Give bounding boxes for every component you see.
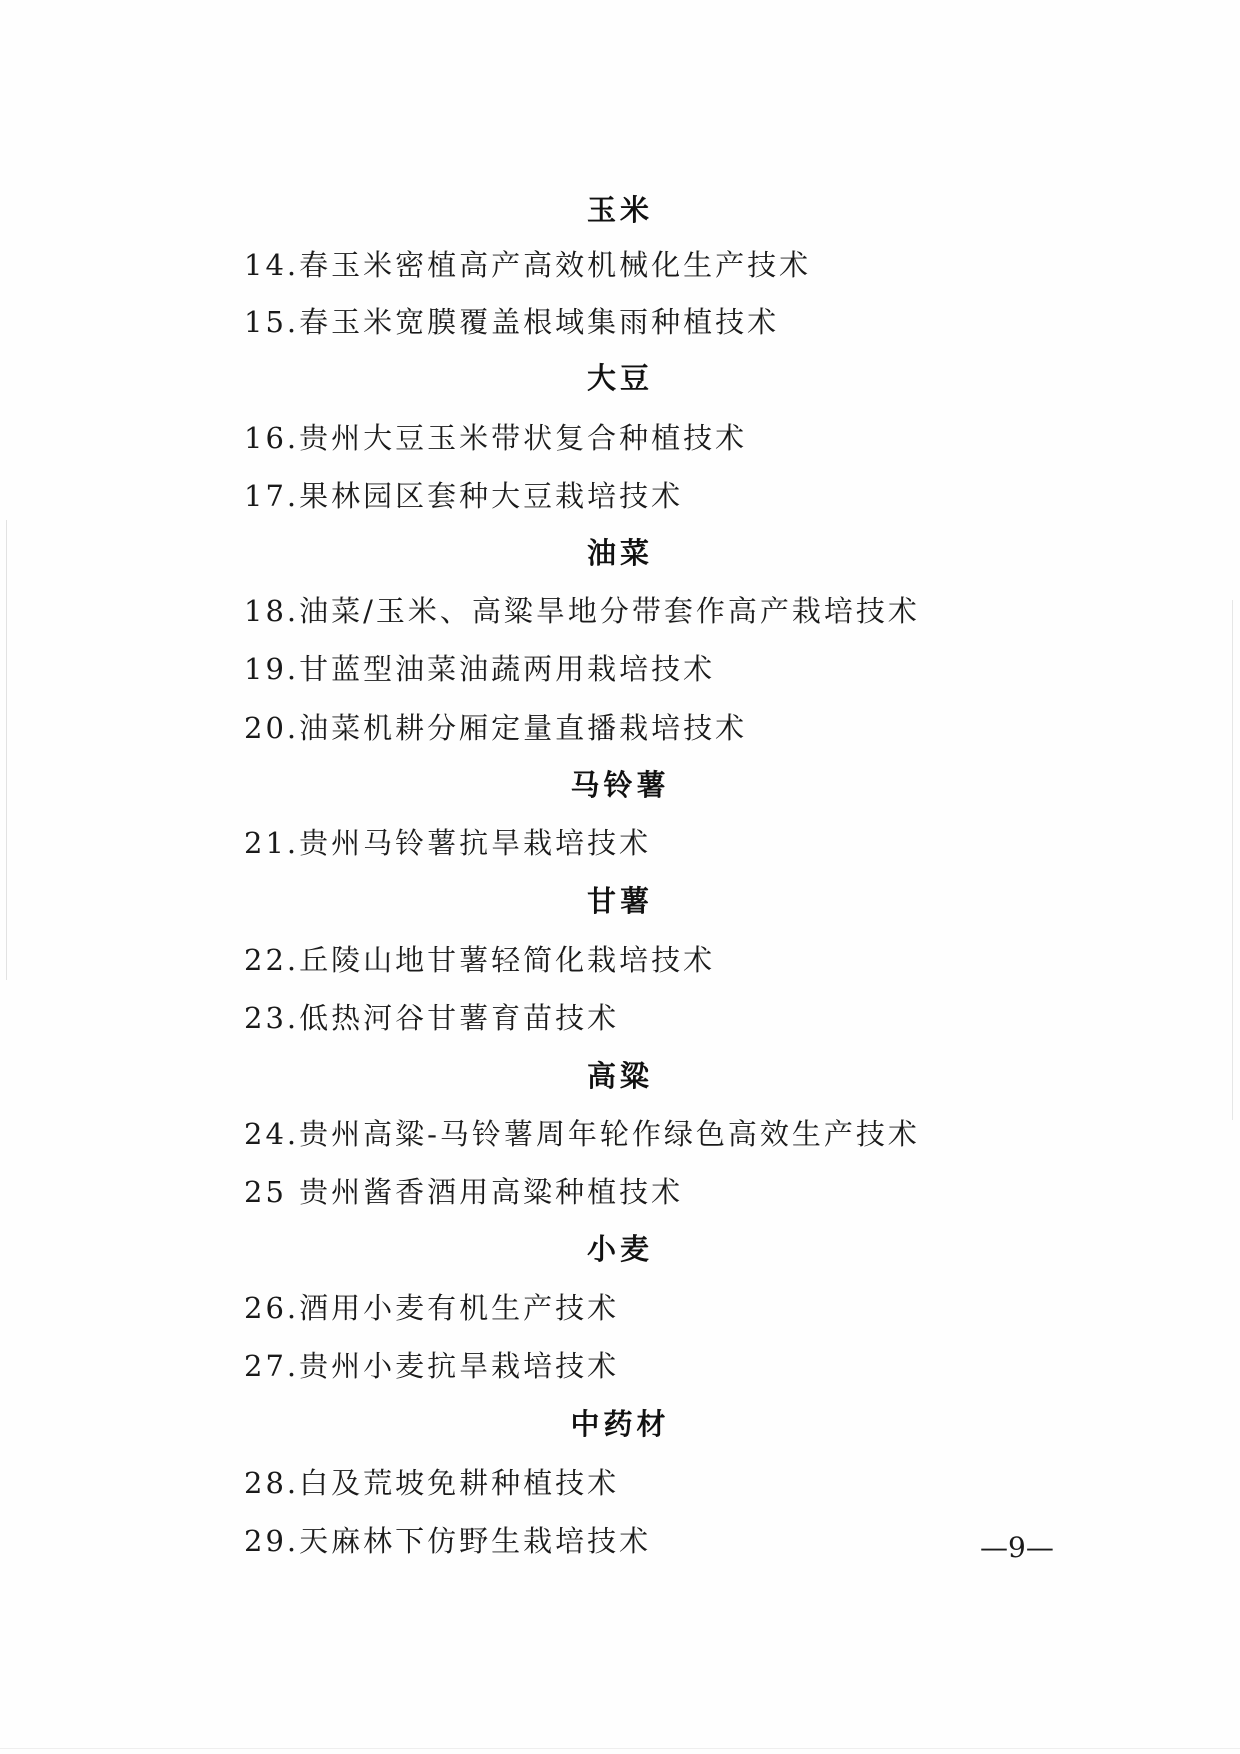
scan-edge-right bbox=[1232, 600, 1233, 1120]
list-item: 18.油菜/玉米、高粱旱地分带套作高产栽培技术 bbox=[244, 594, 920, 628]
list-item: 23.低热河谷甘薯育苗技术 bbox=[244, 1001, 620, 1035]
list-item: 22.丘陵山地甘薯轻简化栽培技术 bbox=[244, 943, 716, 977]
scan-edge-bottom bbox=[0, 1748, 1240, 1749]
section-heading-soybean: 大豆 bbox=[586, 361, 653, 395]
list-item: 29.天麻林下仿野生栽培技术 bbox=[244, 1524, 652, 1558]
list-item: 25 贵州酱香酒用高粱种植技术 bbox=[244, 1175, 684, 1209]
list-item: 28.白及荒坡免耕种植技术 bbox=[244, 1466, 620, 1500]
list-item: 27.贵州小麦抗旱栽培技术 bbox=[244, 1349, 620, 1383]
list-item: 17.果林园区套种大豆栽培技术 bbox=[244, 479, 684, 513]
section-heading-corn: 玉米 bbox=[586, 193, 653, 227]
section-heading-rapeseed: 油菜 bbox=[586, 536, 653, 570]
list-item: 26.酒用小麦有机生产技术 bbox=[244, 1291, 620, 1325]
section-heading-sorghum: 高粱 bbox=[586, 1059, 653, 1093]
section-heading-potato: 马铃薯 bbox=[570, 768, 670, 802]
section-heading-herbal-medicine: 中药材 bbox=[570, 1407, 670, 1441]
list-item: 16.贵州大豆玉米带状复合种植技术 bbox=[244, 421, 748, 455]
list-item: 14.春玉米密植高产高效机械化生产技术 bbox=[244, 248, 812, 282]
list-item: 20.油菜机耕分厢定量直播栽培技术 bbox=[244, 711, 748, 745]
list-item: 21.贵州马铃薯抗旱栽培技术 bbox=[244, 826, 652, 860]
list-item: 24.贵州高粱-马铃薯周年轮作绿色高效生产技术 bbox=[244, 1117, 920, 1151]
list-item: 19.甘蓝型油菜油蔬两用栽培技术 bbox=[244, 652, 716, 686]
section-heading-sweet-potato: 甘薯 bbox=[586, 884, 653, 918]
page-number: —9— bbox=[980, 1531, 1054, 1564]
list-item: 15.春玉米宽膜覆盖根域集雨种植技术 bbox=[244, 305, 780, 339]
section-heading-wheat: 小麦 bbox=[586, 1232, 653, 1266]
